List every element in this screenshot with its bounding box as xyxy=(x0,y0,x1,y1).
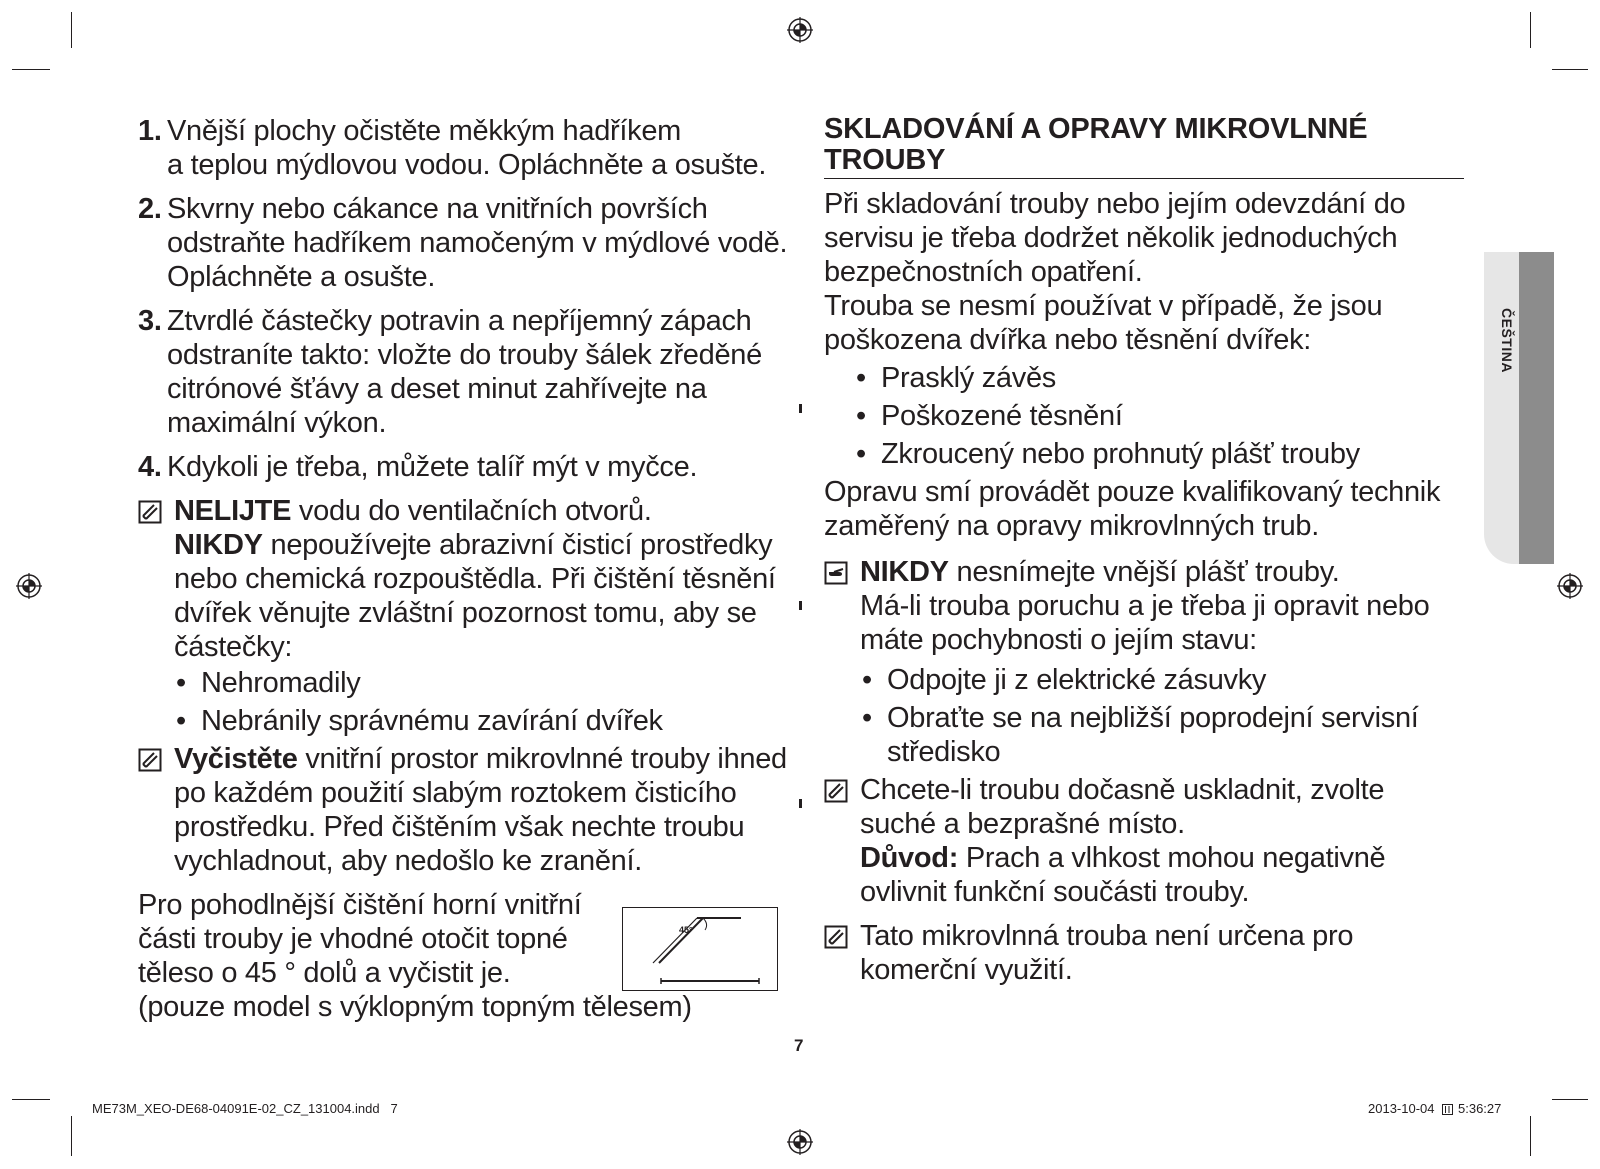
footer-file: ME73M_XEO-DE68-04091E-02_CZ_131004.indd 7 xyxy=(92,1101,398,1116)
item-text: Vnější plochy očistěte měkkým hadříkem a teplou mýdlovou vodou. Opláchněte a osušte. xyxy=(167,115,767,181)
note-icon xyxy=(824,779,848,803)
note-text: nepoužívejte abrazivní čisticí prostředky nebo chemická rozpouštědla. Při čištění těsnění dvířek věnujte zvláštní pozornost tomu, aby se částečky: xyxy=(174,529,776,663)
heating-element-figure xyxy=(622,907,778,991)
clock-icon xyxy=(1442,1104,1453,1115)
note-block xyxy=(824,919,1464,987)
crop-mark xyxy=(71,1116,72,1156)
registration-mark-icon xyxy=(16,573,42,599)
bullet-item: • Obraťte se na nejbližší poprodejní servisní středisko xyxy=(860,701,1464,769)
bullet-item: • Nebránily správnému zavírání dvířek xyxy=(174,704,788,738)
bullet-list xyxy=(860,663,1464,769)
crop-mark xyxy=(1552,1099,1588,1100)
note-icon xyxy=(824,925,848,949)
footer-date: 2013-10-04 xyxy=(1368,1101,1435,1116)
crop-mark xyxy=(12,1099,50,1100)
right-column xyxy=(824,114,1464,987)
tilt-text: Pro pohodlnější čištění horní vnitřní části trouby je vhodné otočit topné těleso o 45 ° dolů a vyčistit je. xyxy=(138,889,582,989)
note-text: Prach a vlhkost mohou negativně ovlivnit funkční součásti trouby. xyxy=(860,842,1386,908)
emphasis-text: Důvod: xyxy=(860,842,959,874)
emphasis-text: NELIJTE xyxy=(174,495,292,527)
list-item xyxy=(138,304,788,440)
note-block xyxy=(138,494,788,738)
item-number: 3. xyxy=(138,305,162,337)
bullet-item: • Poškozené těsnění xyxy=(854,399,1464,433)
crop-mark xyxy=(12,69,50,70)
item-number: 1. xyxy=(138,115,162,147)
registration-mark-icon xyxy=(1557,573,1583,599)
tilt-paragraph xyxy=(138,888,618,990)
registration-mark-icon xyxy=(787,1129,813,1155)
warning-hand-icon xyxy=(824,561,848,585)
crop-mark xyxy=(71,12,72,48)
note-text: vodu do ventilačních otvorů. xyxy=(291,495,652,527)
divider-tick xyxy=(799,404,802,413)
list-item xyxy=(138,450,788,484)
item-number: 4. xyxy=(138,451,162,483)
emphasis-text: NIKDY xyxy=(174,529,263,561)
warning-text: nesnímejte vnější plášť trouby. xyxy=(948,556,1340,588)
item-number: 2. xyxy=(138,193,162,225)
note-block xyxy=(824,773,1464,909)
tilt-diagram-icon xyxy=(623,908,776,989)
tilt-note: (pouze model s výklopným topným tělesem) xyxy=(138,991,692,1023)
footer-time: 5:36:27 xyxy=(1458,1101,1502,1116)
list-item xyxy=(138,114,788,182)
note-text: Tato mikrovlnná trouba není určena pro komerční využití. xyxy=(860,920,1354,986)
crop-mark xyxy=(1530,12,1531,48)
left-column xyxy=(138,114,788,1024)
emphasis-text: NIKDY xyxy=(860,556,949,588)
bullet-list xyxy=(174,666,788,738)
emphasis-text: Vyčistěte xyxy=(174,743,298,775)
bullet-item: • Zkroucený nebo prohnutý plášť trouby xyxy=(854,437,1464,471)
bullet-item: • Odpojte ji z elektrické zásuvky xyxy=(860,663,1464,697)
angle-label: 45° xyxy=(679,925,693,935)
divider-tick xyxy=(799,601,802,610)
bullet-item: • Nehromadily xyxy=(174,666,788,700)
section-heading: SKLADOVÁNÍ A OPRAVY MIKROVLNNÉ TROUBY xyxy=(824,114,1464,179)
divider-tick xyxy=(799,799,802,808)
warning-block xyxy=(824,555,1464,769)
note-text: vnitřní prostor mikrovlnné trouby ihned po každém použití slabým roztokem čisticího prostředku. Před čištěním však nechte troubu vychladnout, aby nedošlo ke zranění. xyxy=(174,743,787,877)
page-number: 7 xyxy=(794,1036,804,1055)
item-text: Ztvrdlé částečky potravin a nepříjemný zápach odstraníte takto: vložte do trouby šálek zředěné citrónové šťávy a deset minut zahřívejte na maximální výkon. xyxy=(167,305,762,439)
note-icon xyxy=(138,748,162,772)
warning-text: Má-li trouba poruchu a je třeba ji opravit nebo máte pochybnosti o jejím stavu: xyxy=(860,590,1430,656)
bullet-item: • Prasklý závěs xyxy=(854,361,1464,395)
note-text: Chcete-li troubu dočasně uskladnit, zvolte suché a bezprašné místo. xyxy=(860,774,1385,840)
list-item xyxy=(138,192,788,294)
note-block xyxy=(138,742,788,878)
item-text: Kdykoli je třeba, můžete talíř mýt v myčce. xyxy=(167,451,698,483)
paragraph: Při skladování trouby nebo jejím odevzdání do servisu je třeba dodržet několik jednoduchých bezpečnostních opatření. xyxy=(824,188,1406,288)
language-tab-strip xyxy=(1519,252,1554,564)
bullet-list xyxy=(854,361,1464,471)
item-text: Skvrny nebo cákance na vnitřních površích odstraňte hadříkem namočeným v mýdlové vodě. Opláchněte a osušte. xyxy=(167,193,788,293)
language-tab-label: ČEŠTINA xyxy=(1499,308,1515,373)
paragraph: Trouba se nesmí používat v případě, že jsou poškozena dvířka nebo těsnění dvířek: xyxy=(824,290,1383,356)
note-icon xyxy=(138,500,162,524)
crop-mark xyxy=(1552,69,1588,70)
crop-mark xyxy=(1530,1116,1531,1156)
registration-mark-icon xyxy=(787,17,813,43)
paragraph: Opravu smí provádět pouze kvalifikovaný technik zaměřený na opravy mikrovlnných trub. xyxy=(824,476,1441,542)
